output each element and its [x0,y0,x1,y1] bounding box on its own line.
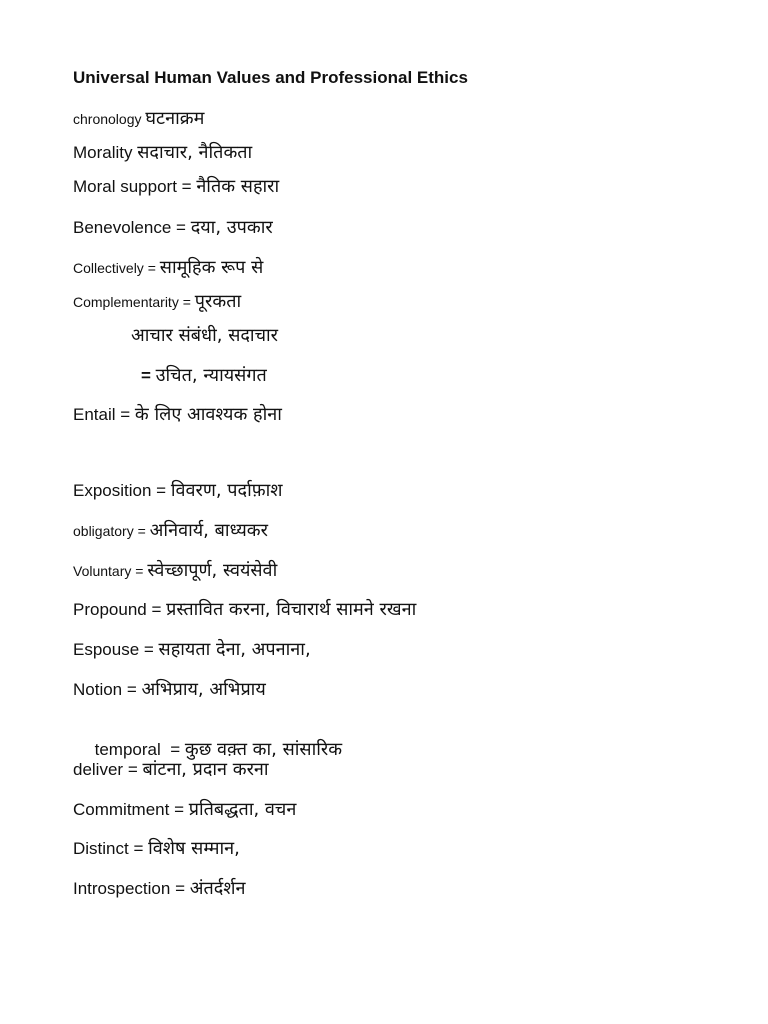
entry-meaning: बांटना, प्रदान करना [142,759,269,780]
entry-meaning: अभिप्राय, अभिप्राय [141,679,266,700]
entry-meaning: आचार संबंधी, सदाचार [131,325,279,346]
entry-term: Espouse [73,640,140,659]
entry-moral-support [73,174,279,198]
entry-term: Exposition [73,481,152,500]
entry-meaning: के लिए आवश्यक होना [134,404,282,425]
entry-meaning: घटनाक्रम [145,108,205,129]
entry-separator: = [151,481,171,500]
entry-complementarity [73,289,241,313]
entry-separator: = [115,405,135,424]
entry-obligatory [73,518,268,542]
entry-separator: = [169,800,189,819]
entry-term: Morality [73,143,133,162]
entry-separator: = [171,218,191,237]
entry-just [141,363,267,387]
entry-chronology [73,106,204,130]
entry-distinct [73,836,240,860]
entry-separator: = [128,839,149,858]
entry-morality [73,140,252,164]
entry-term: Introspection [73,879,171,898]
entry-meaning: सामूहिक रूप से [159,257,264,278]
entry-term: Collectively [73,260,144,276]
entry-meaning: विवरण, पर्दाफ़ाश [170,480,283,501]
entry-meaning: विशेष सम्मान, [148,838,240,859]
entry-collectively [73,255,263,279]
entry-separator: = [160,740,185,759]
entry-deliver [73,757,269,781]
entry-introspection [73,876,246,900]
entry-separator: = [123,760,143,779]
entry-term: Propound [73,600,147,619]
entry-benevolence [73,215,273,239]
entry-meaning: पूरकता [194,291,242,312]
entry-meaning: प्रस्तावित करना, विचारार्थ सामने रखना [166,599,417,620]
entry-commitment [73,797,296,821]
entry-meaning: दया, उपकार [190,217,273,238]
entry-propound [73,597,416,621]
entry-term: obligatory [73,523,134,539]
entry-term: Entail [73,405,116,424]
entry-meaning: स्वेच्छापूर्ण, स्वयंसेवी [147,560,278,581]
entry-meaning: अनिवार्य, बाध्यकर [149,520,268,541]
entry-voluntary [73,558,277,582]
entry-separator: = [122,680,142,699]
entry-meaning: सदाचार, नैतिकता [137,142,253,163]
entry-term: Complementarity [73,294,179,310]
entry-term: Commitment [73,800,170,819]
entry-separator: = [133,523,150,539]
entry-separator: = [170,879,190,898]
entry-term: Notion [73,680,123,699]
entry-meaning: कुछ वक़्त का, सांसारिक [184,739,343,760]
entry-notion [73,677,266,701]
entry-separator: = [143,260,160,276]
entry-term: Moral support [73,177,177,196]
entry-meaning: नैतिक सहारा [196,176,280,197]
entry-separator: = [146,600,167,619]
entry-term: Voluntary [73,563,132,579]
entry-separator: = [176,177,197,196]
entry-term: chronology [73,111,142,127]
entry-term: temporal [94,740,161,759]
entry-ethical [131,323,278,347]
entry-term: deliver [73,760,124,779]
entry-espouse [73,637,311,661]
entry-term: Distinct [73,839,129,858]
entry-term: Benevolence [73,218,172,237]
entry-exposition [73,478,283,502]
entry-meaning: सहायता देना, अपनाना, [158,639,311,660]
entry-separator: = [131,563,148,579]
entry-meaning: अंतर्दर्शन [189,878,246,899]
entry-separator: = [178,294,195,310]
entry-meaning: प्रतिबद्धता, वचन [188,799,297,820]
page-title: Universal Human Values and Professional Ethics [73,68,468,87]
entry-entail [73,402,282,426]
entry-meaning: उचित, न्यायसंगत [155,365,267,386]
entry-separator: = [139,640,159,659]
entry-separator: = [141,366,156,385]
